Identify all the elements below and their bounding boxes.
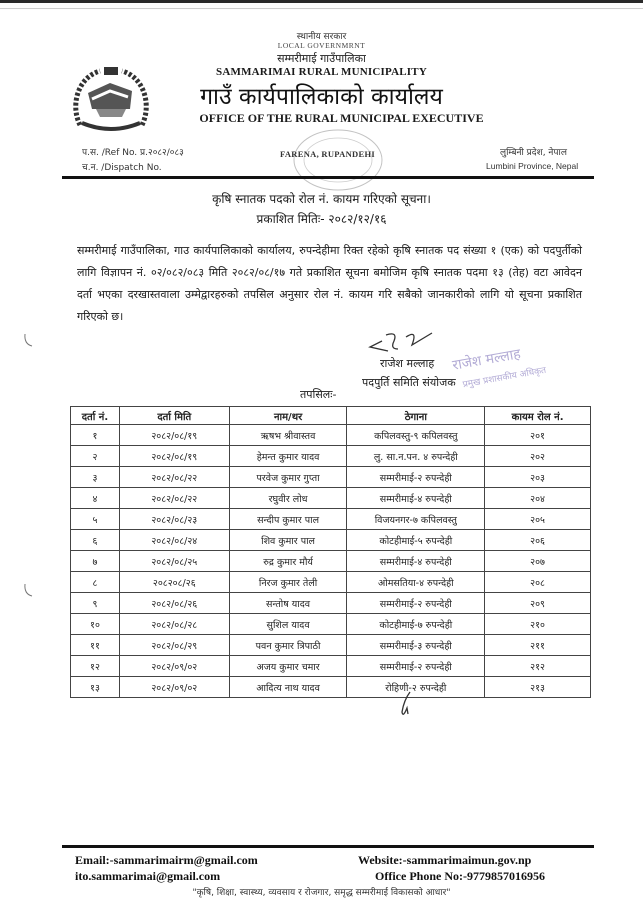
cell-name: हेमन्त कुमार यादव — [229, 446, 347, 467]
page-top-border-faint — [0, 8, 643, 9]
roll-number-table — [70, 406, 591, 698]
published-date: प्रकाशित मितिः- २०८२/१२/१६ — [256, 212, 387, 226]
signatory-name: राजेश मल्लाह — [380, 357, 435, 370]
cell-registration-date: २०८२/०८/१९ — [119, 446, 229, 467]
header-registration-date: दर्ता मिति — [119, 407, 229, 425]
cell-registration-date: २०८२/०९/०२ — [119, 656, 229, 677]
footer-website[interactable]: Website:-sammarimaimun.gov.np — [358, 853, 532, 867]
cell-registration-no: ९ — [71, 593, 120, 614]
table-row — [71, 572, 591, 593]
signature-mark — [368, 327, 438, 357]
cell-name: पवन कुमार त्रिपाठी — [229, 635, 347, 656]
cell-address: विजयनगर-७ कपिलवस्तु — [347, 509, 485, 530]
nepal-emblem-icon — [70, 65, 152, 137]
table-header-row — [71, 407, 591, 425]
cell-roll-no: २०६ — [485, 530, 591, 551]
footer-email-secondary[interactable]: ito.sammarimai@gmail.com — [75, 869, 221, 883]
cell-registration-no: १० — [71, 614, 120, 635]
footer-email-primary[interactable]: Email:-sammarimairm@gmail.com — [75, 853, 258, 867]
table-row — [71, 551, 591, 572]
local-government-np: स्थानीय सरकार — [296, 32, 347, 42]
table-row — [71, 446, 591, 467]
cell-address: रोहिणी-२ रुपन्देही — [347, 677, 485, 698]
cell-registration-date: २०८२/०८/२२ — [119, 467, 229, 488]
cell-address: लु. सा.न.पन. ४ रुपन्देही — [347, 446, 485, 467]
cell-address: कोटहीमाई-५ रुपन्देही — [347, 530, 485, 551]
province-en: Lumbini Province, Nepal — [486, 161, 579, 171]
cell-roll-no: २०३ — [485, 467, 591, 488]
cell-roll-no: २०८ — [485, 572, 591, 593]
cell-roll-no: २१० — [485, 614, 591, 635]
cell-roll-no: २०९ — [485, 593, 591, 614]
office-name-en: OFFICE OF THE RURAL MUNICIPAL EXECUTIVE — [199, 111, 484, 125]
initial-mark — [398, 690, 414, 720]
cell-registration-date: २०८२/०९/०२ — [119, 677, 229, 698]
cell-name: सन्तोष यादव — [229, 593, 347, 614]
schedule-label: तपसिलः- — [300, 388, 337, 401]
cell-registration-no: १३ — [71, 677, 120, 698]
office-name-np: गाउँ कार्यपालिकाको कार्यालय — [200, 84, 443, 110]
binder-hole-mark — [22, 582, 34, 598]
cell-address: सम्मरीमाई-२ रुपन्देही — [347, 656, 485, 677]
cell-name: आदित्य नाथ यादव — [229, 677, 347, 698]
table-row — [71, 467, 591, 488]
signatory-title: पदपुर्ति समिति संयोजक — [362, 376, 456, 389]
cell-roll-no: २०१ — [485, 425, 591, 446]
cell-address: सम्मरीमाई-४ रुपन्देही — [347, 488, 485, 509]
cell-registration-no: १२ — [71, 656, 120, 677]
cell-name: परवेज कुमार गुप्ता — [229, 467, 347, 488]
municipality-name-en: SAMMARIMAI RURAL MUNICIPALITY — [216, 66, 427, 78]
cell-roll-no: २०२ — [485, 446, 591, 467]
cell-address: सम्मरीमाई-२ रुपन्देही — [347, 467, 485, 488]
office-seal-stamp — [268, 128, 398, 198]
cell-registration-date: २०८२/०८/२६ — [119, 593, 229, 614]
notice-body: सम्मरीमाई गाउँपालिका, गाउ कार्यपालिकाको कार्यालय, रुपन्देहीमा रिक्त रहेको कृषि स्नातक पद संख्या १ (एक) को पदपुर्तीको लागि विज्ञापन नं. ०२/०८२/०८३ मिति २०८२/०८/१७ गते प्रकाशित सूचना बमोजिम कृषि स्नातक पदमा १३ (तेह) वटा आवेदन दर्ता भएका दरखास्तवाला उम्मेद्वारहरुको तपसिल अनुसार रोल नं. कायम गरि सबैको जानकारीको लागि यो सूचना प्रकाशित गरिएको छ। — [77, 244, 582, 323]
cell-roll-no: २०७ — [485, 551, 591, 572]
officer-stamp-name: राजेश मल्लाह — [451, 346, 522, 374]
dispatch-number: च.न. /Dispatch No. — [82, 163, 162, 173]
cell-registration-date: २०८२/०८/२४ — [119, 530, 229, 551]
cell-registration-no: ४ — [71, 488, 120, 509]
cell-registration-date: २०८२/०८/२८ — [119, 614, 229, 635]
table-row — [71, 614, 591, 635]
reference-number: प.स. /Ref No. प्र.२०८२/०८३ — [82, 148, 184, 158]
header-registration-no: दर्ता नं. — [71, 407, 120, 425]
cell-name: रघुवीर लोध — [229, 488, 347, 509]
cell-registration-date: २०८२/०८/२३ — [119, 509, 229, 530]
local-government-en: LOCAL GOVERNMRNT — [277, 41, 366, 50]
header-divider — [62, 176, 594, 179]
cell-registration-date: २०८२०८/२६ — [119, 572, 229, 593]
cell-address: ओमसतिया-४ रुपन्देही — [347, 572, 485, 593]
table-row — [71, 593, 591, 614]
cell-name: सुशिल यादव — [229, 614, 347, 635]
cell-registration-no: १ — [71, 425, 120, 446]
table-row — [71, 509, 591, 530]
table-row — [71, 530, 591, 551]
cell-registration-no: ७ — [71, 551, 120, 572]
cell-address: सम्मरीमाई-३ रुपन्देही — [347, 635, 485, 656]
cell-address: सम्मरीमाई-२ रुपन्देही — [347, 593, 485, 614]
header-roll-no: कायम रोल नं. — [485, 407, 591, 425]
notice-title: कृषि स्नातक पदको रोल नं. कायम गरिएको सूचना। — [212, 192, 431, 206]
cell-registration-date: २०८२/०८/१९ — [119, 425, 229, 446]
cell-roll-no: २०४ — [485, 488, 591, 509]
cell-registration-no: ८ — [71, 572, 120, 593]
cell-address: कोटहीमाई-७ रुपन्देही — [347, 614, 485, 635]
cell-address: कपिलवस्तु-९ कपिलवस्तु — [347, 425, 485, 446]
cell-roll-no: २११ — [485, 635, 591, 656]
cell-registration-no: ६ — [71, 530, 120, 551]
cell-registration-no: २ — [71, 446, 120, 467]
cell-registration-date: २०८२/०८/२२ — [119, 488, 229, 509]
cell-registration-no: ५ — [71, 509, 120, 530]
cell-name: रुद्र कुमार मौर्य — [229, 551, 347, 572]
table-row — [71, 488, 591, 509]
municipality-name-np: सम्मरीमाई गाउँपालिका — [277, 52, 366, 65]
table-row — [71, 635, 591, 656]
province-np: लुम्बिनी प्रदेश, नेपाल — [500, 148, 567, 158]
header-address: ठेगाना — [347, 407, 485, 425]
page-top-border — [0, 0, 643, 3]
cell-registration-no: ३ — [71, 467, 120, 488]
cell-name: निरज कुमार तेली — [229, 572, 347, 593]
binder-hole-mark — [22, 332, 34, 348]
cell-name: शिव कुमार पाल — [229, 530, 347, 551]
table-row — [71, 656, 591, 677]
cell-name: सन्दीप कुमार पाल — [229, 509, 347, 530]
header-name: नाम/थर — [229, 407, 347, 425]
table-row — [71, 425, 591, 446]
footer-motto: "कृषि, शिक्षा, स्वास्थ्य, व्यवसाय र रोजगार, समृद्ध सम्मरीमाई विकासको आधार" — [192, 888, 451, 898]
cell-name: अजय कुमार चमार — [229, 656, 347, 677]
cell-roll-no: २१३ — [485, 677, 591, 698]
cell-registration-no: ११ — [71, 635, 120, 656]
cell-address: सम्मरीमाई-४ रुपन्देही — [347, 551, 485, 572]
footer-phone: Office Phone No:-9779857016956 — [375, 869, 545, 883]
table-row — [71, 677, 591, 698]
cell-name: ऋषभ श्रीवास्तव — [229, 425, 347, 446]
cell-roll-no: २०५ — [485, 509, 591, 530]
footer-divider — [62, 845, 594, 848]
stamp-location-text: FARENA, RUPANDEHI — [280, 149, 375, 159]
cell-registration-date: २०८२/०८/२९ — [119, 635, 229, 656]
cell-registration-date: २०८२/०८/२५ — [119, 551, 229, 572]
officer-stamp-title: प्रमुख प्रशासकीय अधिकृत — [462, 365, 547, 391]
cell-roll-no: २१२ — [485, 656, 591, 677]
